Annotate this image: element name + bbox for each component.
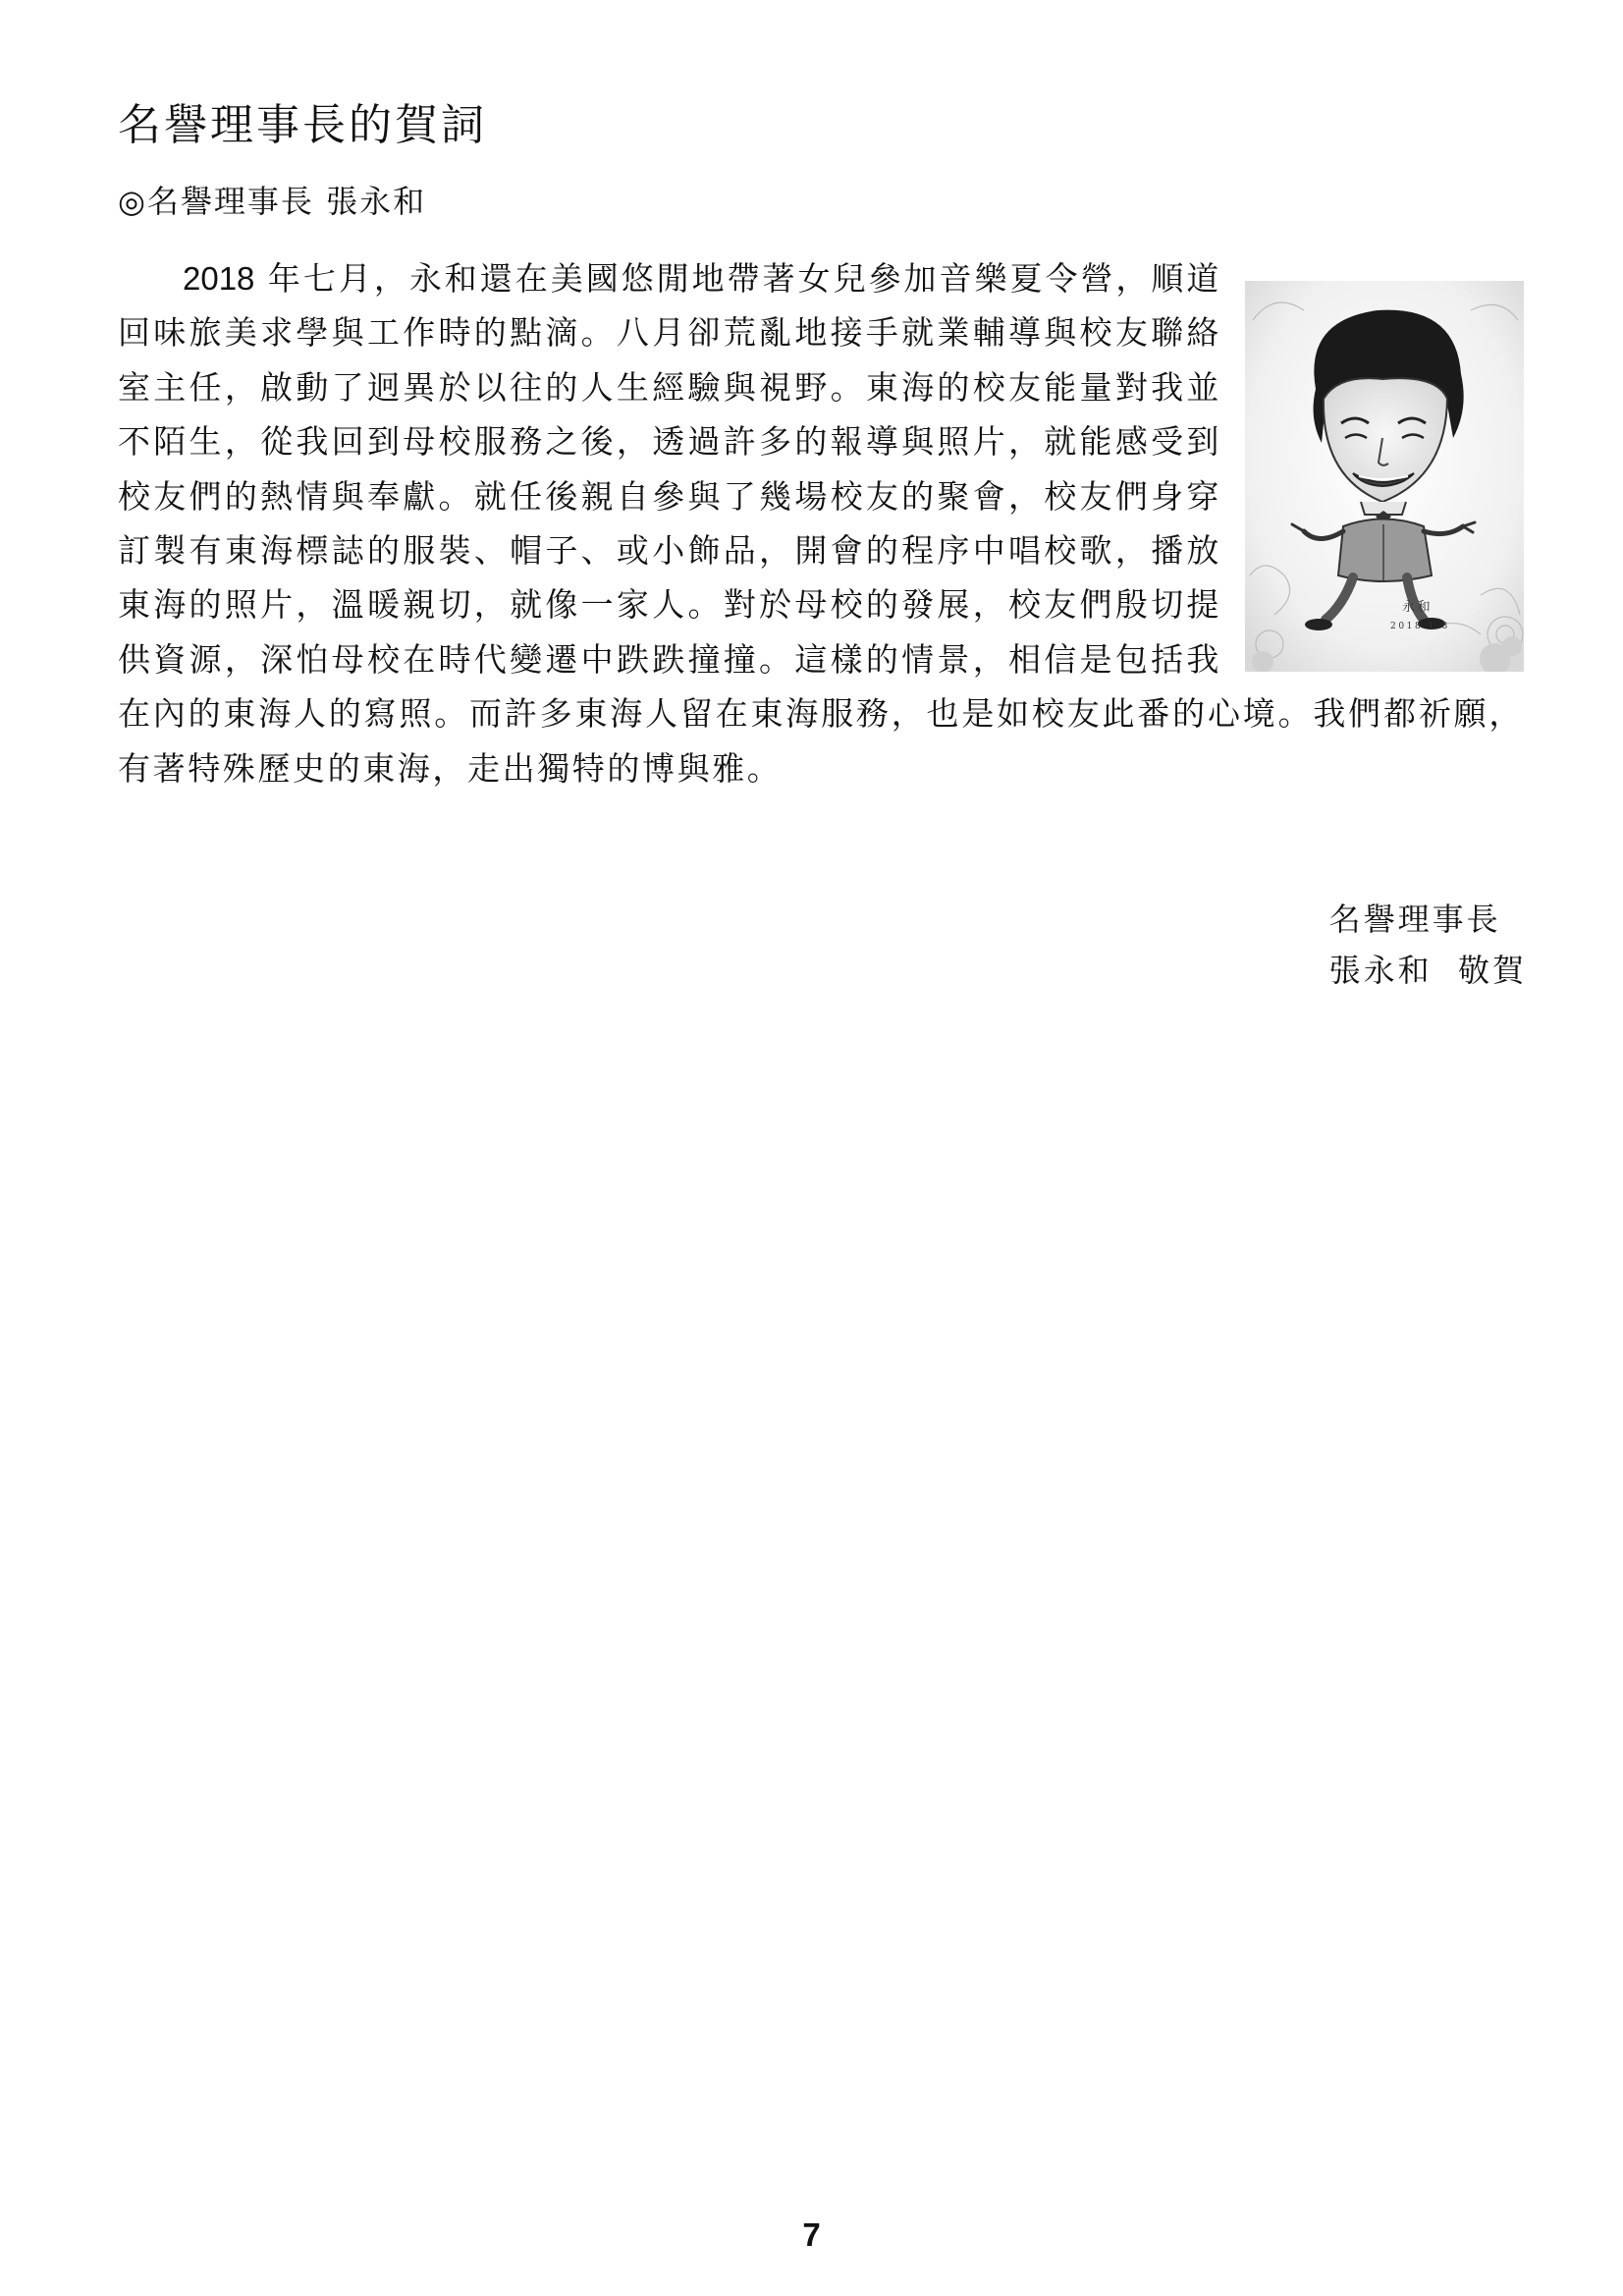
closing-signature	[1329, 894, 1527, 996]
portrait-signature: 永和	[1402, 600, 1434, 615]
article-year: 2018	[183, 260, 255, 297]
article-body-text: 年七月，永和還在美國悠閒地帶著女兒參加音樂夏令營，順道回味旅美求學與工作時的點滴。八月卻荒亂地接手就業輔導與校友聯絡室主任，啟動了迥異於以往的人生經驗與視野。東海的校友能量對我並不陌生，從我回到母校服務之後，透過許多的報導與照片，就能感受到校友們的熱情與奉獻。就任後親自參與了幾場校友的聚會，校友們身穿訂製有東海標誌的服裝、帽子、或小飾品，開會的程序中唱校歌，播放東海的照片，溫暖親切，就像一家人。對於母校的發展，校友們殷切提供資源，深怕母校在時代變遷中跌跌撞撞。這樣的情景，相信是包括我在內的東海人的寫照。而許多東海人留在東海服務，也是如校友此番的心境。我們都祈願，有著特殊歷史的東海，走出獨特的博與雅。	[118, 259, 1524, 788]
closing-title: 名譽理事長	[1328, 901, 1501, 938]
article-body	[118, 251, 1524, 795]
closing-name: 張永和 敬賀	[1328, 952, 1527, 989]
caricature-portrait	[1245, 281, 1524, 672]
article-byline: ◎名譽理事長 張永和	[118, 183, 427, 220]
portrait-signature-date: 2018.1.8	[1390, 622, 1450, 631]
page-number: 7	[802, 2216, 821, 2253]
article-title: 名譽理事長的賀詞	[118, 100, 487, 150]
